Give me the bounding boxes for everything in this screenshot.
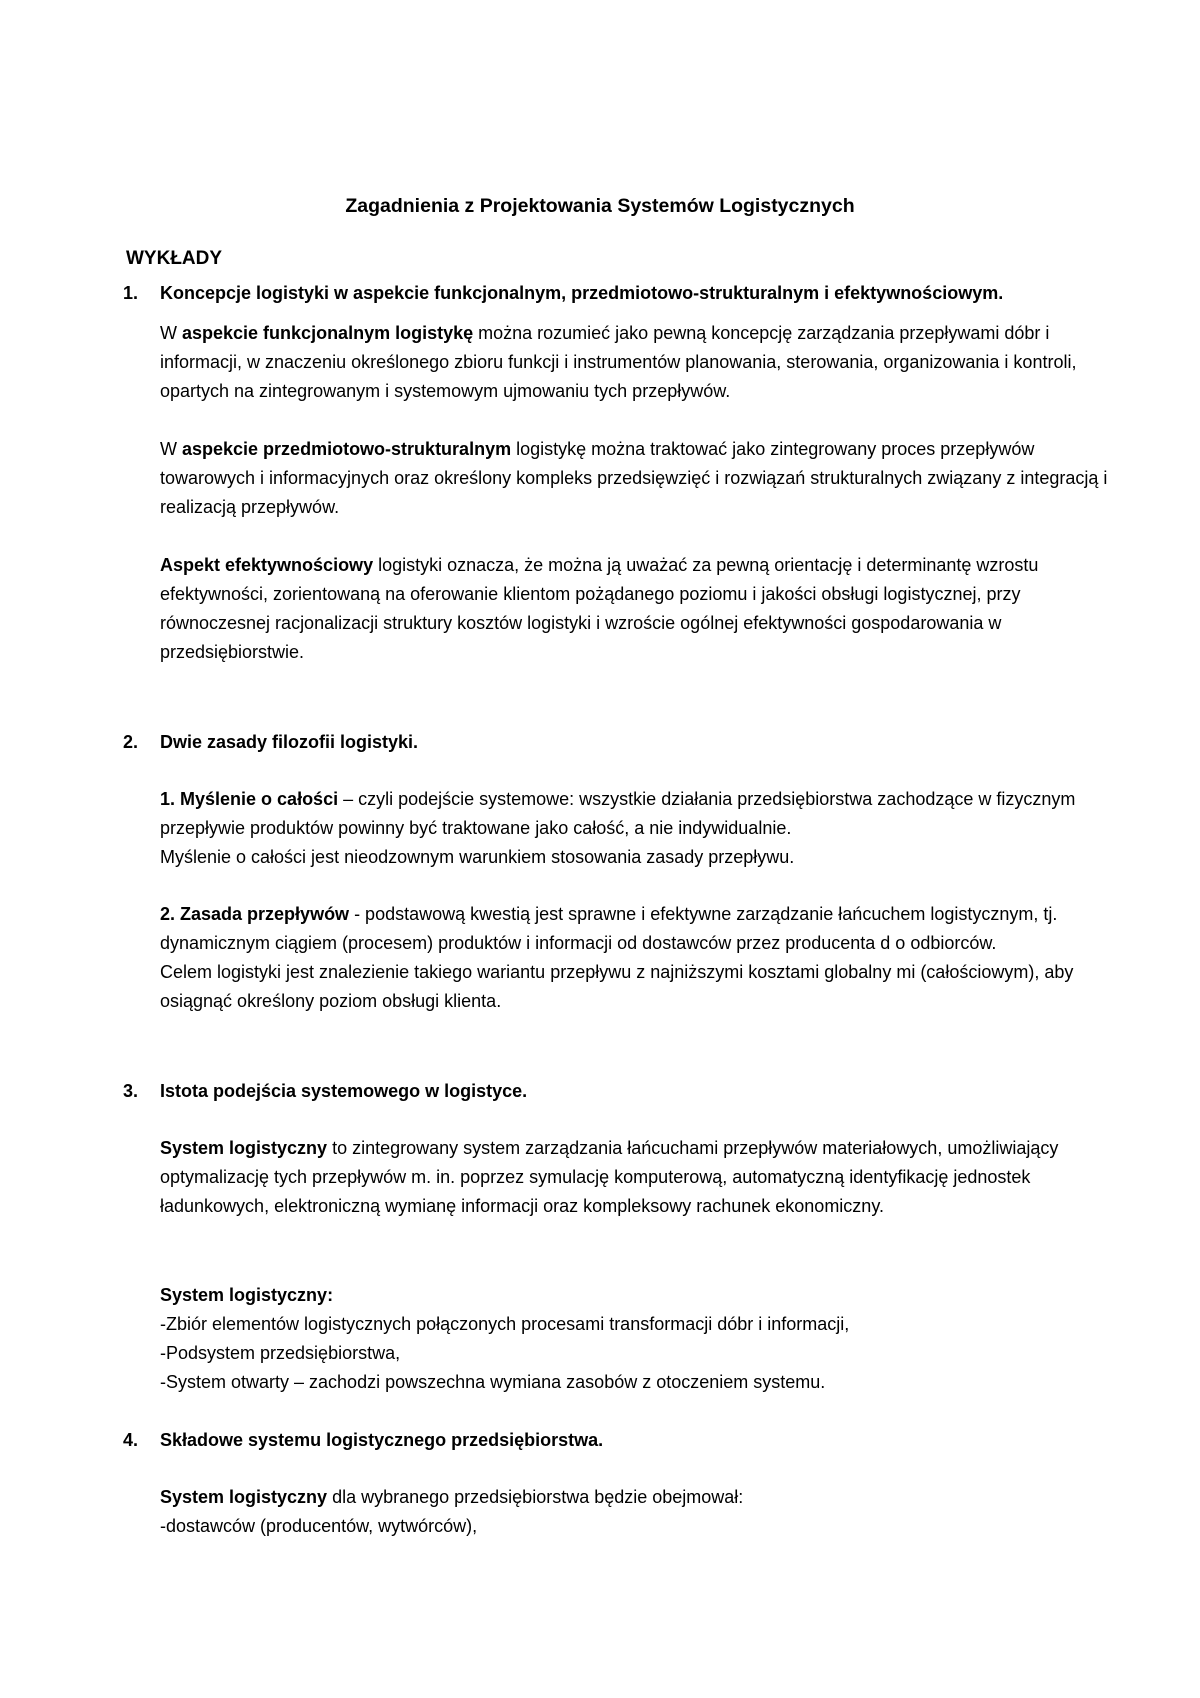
answer-2-paragraph-2: 2. Zasada przepływów - podstawową kwestią jest sprawne i efektywne zarządzanie łańcuchem logistycznym, tj. dynamicznym ciągiem (procesem) produktów i informacji od dostawców przez producenta d o odbiorców. Celem logistyki jest znalezienie takiego wariantu przepływu z najniższymi kosztami globalny mi (całościowym), aby osiągnąć określony poziom obsługi klienta. xyxy=(160,904,1074,1011)
answer-4-paragraph-1: System logistyczny dla wybranego przedsiębiorstwa będzie obejmował: -dostawców (producentów, wytwórców), xyxy=(160,1483,1110,1541)
bold-term: Aspekt efektywnościowy xyxy=(160,555,374,575)
question-number: 3. xyxy=(123,1081,139,1101)
question-text: Dwie zasady filozofii logistyki. xyxy=(160,732,419,752)
answer-3-paragraph-2 xyxy=(160,1281,1110,1397)
list-item: -Zbiór elementów logistycznych połączonych procesami transformacji dóbr i informacji, xyxy=(160,1314,850,1334)
question-number: 1. xyxy=(123,283,139,303)
list-item: -System otwarty – zachodzi powszechna wymiana zasobów z otoczeniem systemu. xyxy=(160,1372,826,1392)
section-heading: WYKŁADY xyxy=(126,248,223,269)
question-number: 4. xyxy=(123,1430,139,1450)
answer-3-paragraph-1: System logistyczny to zintegrowany system zarządzania łańcuchami przepływów materiałowych, umożliwiający optymalizację tych przepływów m. in. poprzez symulację komputerową, automatyczną identyfikację jednostek ładunkowych, elektroniczną wymianę informacji oraz kompleksowy rachunek ekonomiczny. xyxy=(160,1138,1059,1216)
answer-2-paragraph-1: 1. Myślenie o całości – czyli podejście systemowe: wszystkie działania przedsiębiorstwa zachodzące w fizycznym przepływie produktów powinny być traktowane jako całość, a nie indywidualnie. Myślenie o całości jest nieodzownym warunkiem stosowania zasady przepływu. xyxy=(160,789,1076,867)
question-4 xyxy=(123,1426,603,1455)
list-item: -Podsystem przedsiębiorstwa, xyxy=(160,1343,401,1363)
answer-1-paragraph-2: W aspekcie przedmiotowo-strukturalnym logistykę można traktować jako zintegrowany proces przepływów towarowych i informacyjnych oraz określony kompleks przedsięwzięć i rozwiązań strukturalnych związany z integracją i realizacją przepływów. xyxy=(160,439,1108,517)
bold-term: System logistyczny xyxy=(160,1138,328,1158)
question-2 xyxy=(123,728,418,757)
bold-term: System logistyczny: xyxy=(160,1285,334,1305)
answer-1-paragraph-3: Aspekt efektywnościowy logistyki oznacza, że można ją uważać za pewną orientację i determinantę wzrostu efektywności, zorientowaną na oferowanie klientom pożądanego poziomu i jakości obsługi logistycznej, przy równoczesnej racjonalizacji struktury kosztów logistyki i wzroście ogólnej efektywności gospodarowania w przedsiębiorstwie. xyxy=(160,555,1039,662)
answer-1-paragraph-1: W aspekcie funkcjonalnym logistykę można rozumieć jako pewną koncepcję zarządzania przepływami dóbr i informacji, w znaczeniu określonego zbioru funkcji i instrumentów planowania, sterowania, organizowania i kontroli, opartych na zintegrowanym i systemowym ujmowaniu tych przepływów. xyxy=(160,323,1077,401)
question-text: Koncepcje logistyki w aspekcie funkcjonalnym, przedmiotowo-strukturalnym i efektywnościowym. xyxy=(160,283,1004,303)
question-text: Istota podejścia systemowego w logistyce. xyxy=(160,1081,528,1101)
question-1 xyxy=(123,279,1003,308)
bold-term: aspekcie funkcjonalnym logistykę xyxy=(182,323,474,343)
question-3 xyxy=(123,1077,527,1106)
question-text: Składowe systemu logistycznego przedsiębiorstwa. xyxy=(160,1430,604,1450)
bold-term: aspekcie przedmiotowo-strukturalnym xyxy=(182,439,512,459)
list-item: -dostawców (producentów, wytwórców), xyxy=(160,1516,478,1536)
bold-term: System logistyczny xyxy=(160,1487,328,1507)
bold-term: 2. Zasada przepływów xyxy=(160,904,350,924)
question-number: 2. xyxy=(123,732,139,752)
document-title: Zagadnienia z Projektowania Systemów Logistycznych xyxy=(345,195,855,217)
bold-term: 1. Myślenie o całości xyxy=(160,789,339,809)
